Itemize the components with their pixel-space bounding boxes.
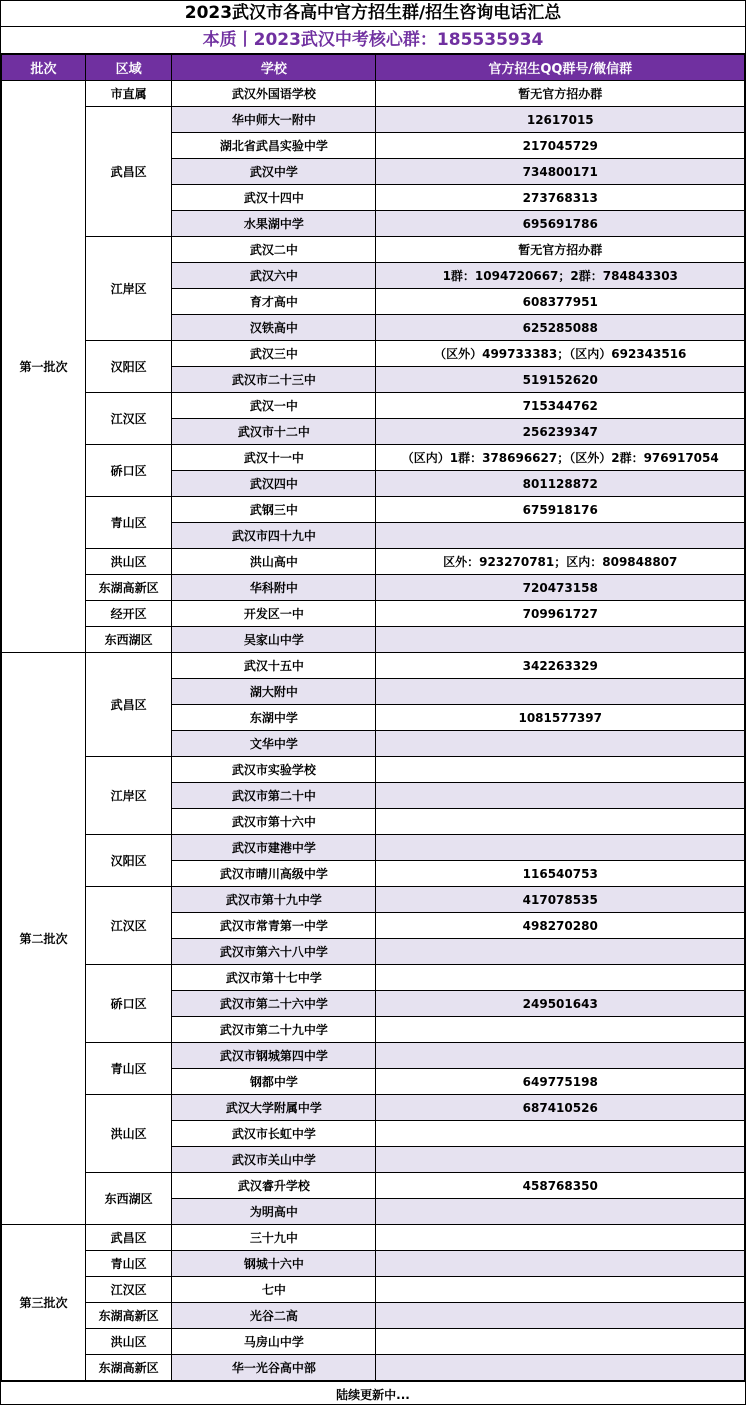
district-cell: 江岸区 xyxy=(86,757,172,835)
table-row xyxy=(2,107,745,133)
qq-group-cell xyxy=(376,1329,745,1355)
qq-group-cell: 342263329 xyxy=(376,653,745,679)
batch-cell: 第一批次 xyxy=(2,81,86,653)
district-cell: 洪山区 xyxy=(86,549,172,575)
qq-group-cell: 720473158 xyxy=(376,575,745,601)
qq-group-cell xyxy=(376,1355,745,1381)
school-cell: 东湖中学 xyxy=(172,705,376,731)
school-cell: 武汉市长虹中学 xyxy=(172,1121,376,1147)
school-cell: 武汉市第十九中学 xyxy=(172,887,376,913)
district-cell: 江岸区 xyxy=(86,237,172,341)
page-title: 2023武汉市各高中官方招生群/招生咨询电话汇总 xyxy=(1,1,745,27)
table-row xyxy=(2,1043,745,1069)
qq-group-cell: 1081577397 xyxy=(376,705,745,731)
qq-group-cell: 暂无官方招办群 xyxy=(376,237,745,263)
district-cell: 洪山区 xyxy=(86,1095,172,1173)
school-cell: 钢都中学 xyxy=(172,1069,376,1095)
district-cell: 硚口区 xyxy=(86,445,172,497)
school-cell: 水果湖中学 xyxy=(172,211,376,237)
table-row xyxy=(2,887,745,913)
schools-table xyxy=(1,54,745,1381)
qq-group-cell xyxy=(376,523,745,549)
qq-group-cell: 256239347 xyxy=(376,419,745,445)
school-cell: 武汉市建港中学 xyxy=(172,835,376,861)
qq-group-cell: 695691786 xyxy=(376,211,745,237)
school-cell: 华一光谷高中部 xyxy=(172,1355,376,1381)
batch-cell: 第三批次 xyxy=(2,1225,86,1381)
header-district: 区域 xyxy=(86,55,172,81)
school-cell: 武汉市常青第一中学 xyxy=(172,913,376,939)
header-school: 学校 xyxy=(172,55,376,81)
school-cell: 武汉市第二十六中学 xyxy=(172,991,376,1017)
school-cell: 汉铁高中 xyxy=(172,315,376,341)
table-row xyxy=(2,393,745,419)
qq-group-cell xyxy=(376,1147,745,1173)
district-cell: 江汉区 xyxy=(86,393,172,445)
table-row xyxy=(2,1329,745,1355)
qq-group-cell: 519152620 xyxy=(376,367,745,393)
table-row xyxy=(2,549,745,575)
district-cell: 市直属 xyxy=(86,81,172,107)
batch-cell: 第二批次 xyxy=(2,653,86,1225)
table-row xyxy=(2,341,745,367)
school-cell: 华中师大一附中 xyxy=(172,107,376,133)
district-cell: 东西湖区 xyxy=(86,627,172,653)
school-cell: 光谷二高 xyxy=(172,1303,376,1329)
school-cell: 武汉市二十三中 xyxy=(172,367,376,393)
qq-group-cell: 625285088 xyxy=(376,315,745,341)
table-row xyxy=(2,1303,745,1329)
table-row xyxy=(2,601,745,627)
school-cell: 湖大附中 xyxy=(172,679,376,705)
district-cell: 青山区 xyxy=(86,1251,172,1277)
school-cell: 武汉市钢城第四中学 xyxy=(172,1043,376,1069)
qq-group-cell: （区外）499733383；（区内）692343516 xyxy=(376,341,745,367)
school-cell: 三十九中 xyxy=(172,1225,376,1251)
school-cell: 马房山中学 xyxy=(172,1329,376,1355)
qq-group-cell: 675918176 xyxy=(376,497,745,523)
school-cell: 武汉市第十七中学 xyxy=(172,965,376,991)
qq-group-cell xyxy=(376,731,745,757)
qq-group-cell xyxy=(376,1225,745,1251)
qq-group-cell: 12617015 xyxy=(376,107,745,133)
qq-group-cell: 608377951 xyxy=(376,289,745,315)
qq-group-cell xyxy=(376,1277,745,1303)
school-cell: 文华中学 xyxy=(172,731,376,757)
qq-group-cell xyxy=(376,783,745,809)
table-row xyxy=(2,497,745,523)
qq-group-cell: 801128872 xyxy=(376,471,745,497)
school-cell: 武汉十五中 xyxy=(172,653,376,679)
table-row xyxy=(2,965,745,991)
qq-group-cell xyxy=(376,1043,745,1069)
table-body xyxy=(2,81,745,1381)
district-cell: 武昌区 xyxy=(86,1225,172,1251)
qq-group-cell: 区外：923270781；区内：809848807 xyxy=(376,549,745,575)
qq-group-cell xyxy=(376,1121,745,1147)
school-cell: 武汉三中 xyxy=(172,341,376,367)
school-cell: 武汉中学 xyxy=(172,159,376,185)
qq-group-cell: 217045729 xyxy=(376,133,745,159)
table-row xyxy=(2,445,745,471)
qq-group-cell: （区内）1群：378696627；（区外）2群：976917054 xyxy=(376,445,745,471)
school-cell: 武汉大学附属中学 xyxy=(172,1095,376,1121)
school-cell: 武汉市第二十中 xyxy=(172,783,376,809)
school-cell: 武汉市晴川高级中学 xyxy=(172,861,376,887)
table-row xyxy=(2,835,745,861)
table-row xyxy=(2,627,745,653)
school-cell: 武汉市第十六中 xyxy=(172,809,376,835)
qq-group-cell: 498270280 xyxy=(376,913,745,939)
table-row xyxy=(2,1277,745,1303)
school-cell: 武汉十一中 xyxy=(172,445,376,471)
qq-group-cell: 273768313 xyxy=(376,185,745,211)
footer-note: 陆续更新中... xyxy=(1,1381,745,1408)
qq-group-cell: 649775198 xyxy=(376,1069,745,1095)
qq-group-cell: 458768350 xyxy=(376,1173,745,1199)
school-cell: 湖北省武昌实验中学 xyxy=(172,133,376,159)
table-row xyxy=(2,575,745,601)
school-cell: 武汉市第二十九中学 xyxy=(172,1017,376,1043)
district-cell: 江汉区 xyxy=(86,1277,172,1303)
table-row xyxy=(2,757,745,783)
page-subtitle: 本质丨2023武汉中考核心群：185535934 xyxy=(1,27,745,54)
school-cell: 武汉六中 xyxy=(172,263,376,289)
qq-group-cell xyxy=(376,1251,745,1277)
table-header-row xyxy=(2,55,745,81)
table-row xyxy=(2,1251,745,1277)
district-cell: 青山区 xyxy=(86,1043,172,1095)
school-cell: 武汉市第六十八中学 xyxy=(172,939,376,965)
school-cell: 武汉睿升学校 xyxy=(172,1173,376,1199)
district-cell: 东西湖区 xyxy=(86,1173,172,1225)
table-row xyxy=(2,1173,745,1199)
district-cell: 江汉区 xyxy=(86,887,172,965)
school-cell: 武汉四中 xyxy=(172,471,376,497)
district-cell: 汉阳区 xyxy=(86,835,172,887)
qq-group-cell: 709961727 xyxy=(376,601,745,627)
table-row xyxy=(2,653,745,679)
qq-group-cell: 1群：1094720667；2群：784843303 xyxy=(376,263,745,289)
district-cell: 东湖高新区 xyxy=(86,575,172,601)
qq-group-cell xyxy=(376,1017,745,1043)
qq-group-cell xyxy=(376,1199,745,1225)
school-cell: 为明高中 xyxy=(172,1199,376,1225)
qq-group-cell: 734800171 xyxy=(376,159,745,185)
district-cell: 硚口区 xyxy=(86,965,172,1043)
school-cell: 华科附中 xyxy=(172,575,376,601)
district-cell: 洪山区 xyxy=(86,1329,172,1355)
district-cell: 青山区 xyxy=(86,497,172,549)
school-cell: 武汉市实验学校 xyxy=(172,757,376,783)
qq-group-cell xyxy=(376,679,745,705)
qq-group-cell xyxy=(376,1303,745,1329)
qq-group-cell xyxy=(376,939,745,965)
qq-group-cell xyxy=(376,835,745,861)
table-row xyxy=(2,1095,745,1121)
school-cell: 武汉二中 xyxy=(172,237,376,263)
school-cell: 钢城十六中 xyxy=(172,1251,376,1277)
qq-group-cell: 249501643 xyxy=(376,991,745,1017)
header-batch: 批次 xyxy=(2,55,86,81)
school-cell: 育才高中 xyxy=(172,289,376,315)
school-cell: 武汉一中 xyxy=(172,393,376,419)
district-cell: 经开区 xyxy=(86,601,172,627)
table-row xyxy=(2,81,745,107)
header-qq-group: 官方招生QQ群号/微信群 xyxy=(376,55,745,81)
school-cell: 七中 xyxy=(172,1277,376,1303)
qq-group-cell: 116540753 xyxy=(376,861,745,887)
district-cell: 武昌区 xyxy=(86,107,172,237)
table-row xyxy=(2,1225,745,1251)
school-cell: 开发区一中 xyxy=(172,601,376,627)
qq-group-cell: 417078535 xyxy=(376,887,745,913)
table-row xyxy=(2,1355,745,1381)
school-cell: 武汉十四中 xyxy=(172,185,376,211)
district-cell: 东湖高新区 xyxy=(86,1303,172,1329)
district-cell: 武昌区 xyxy=(86,653,172,757)
qq-group-cell: 687410526 xyxy=(376,1095,745,1121)
qq-group-cell xyxy=(376,627,745,653)
qq-group-cell xyxy=(376,757,745,783)
qq-group-cell: 暂无官方招办群 xyxy=(376,81,745,107)
qq-group-cell: 715344762 xyxy=(376,393,745,419)
qq-group-cell xyxy=(376,809,745,835)
district-cell: 汉阳区 xyxy=(86,341,172,393)
school-cell: 武汉市关山中学 xyxy=(172,1147,376,1173)
school-cell: 武钢三中 xyxy=(172,497,376,523)
table-row xyxy=(2,237,745,263)
school-cell: 洪山高中 xyxy=(172,549,376,575)
school-cell: 武汉外国语学校 xyxy=(172,81,376,107)
school-cell: 武汉市四十九中 xyxy=(172,523,376,549)
qq-group-cell xyxy=(376,965,745,991)
district-cell: 东湖高新区 xyxy=(86,1355,172,1381)
school-cell: 吴家山中学 xyxy=(172,627,376,653)
school-cell: 武汉市十二中 xyxy=(172,419,376,445)
